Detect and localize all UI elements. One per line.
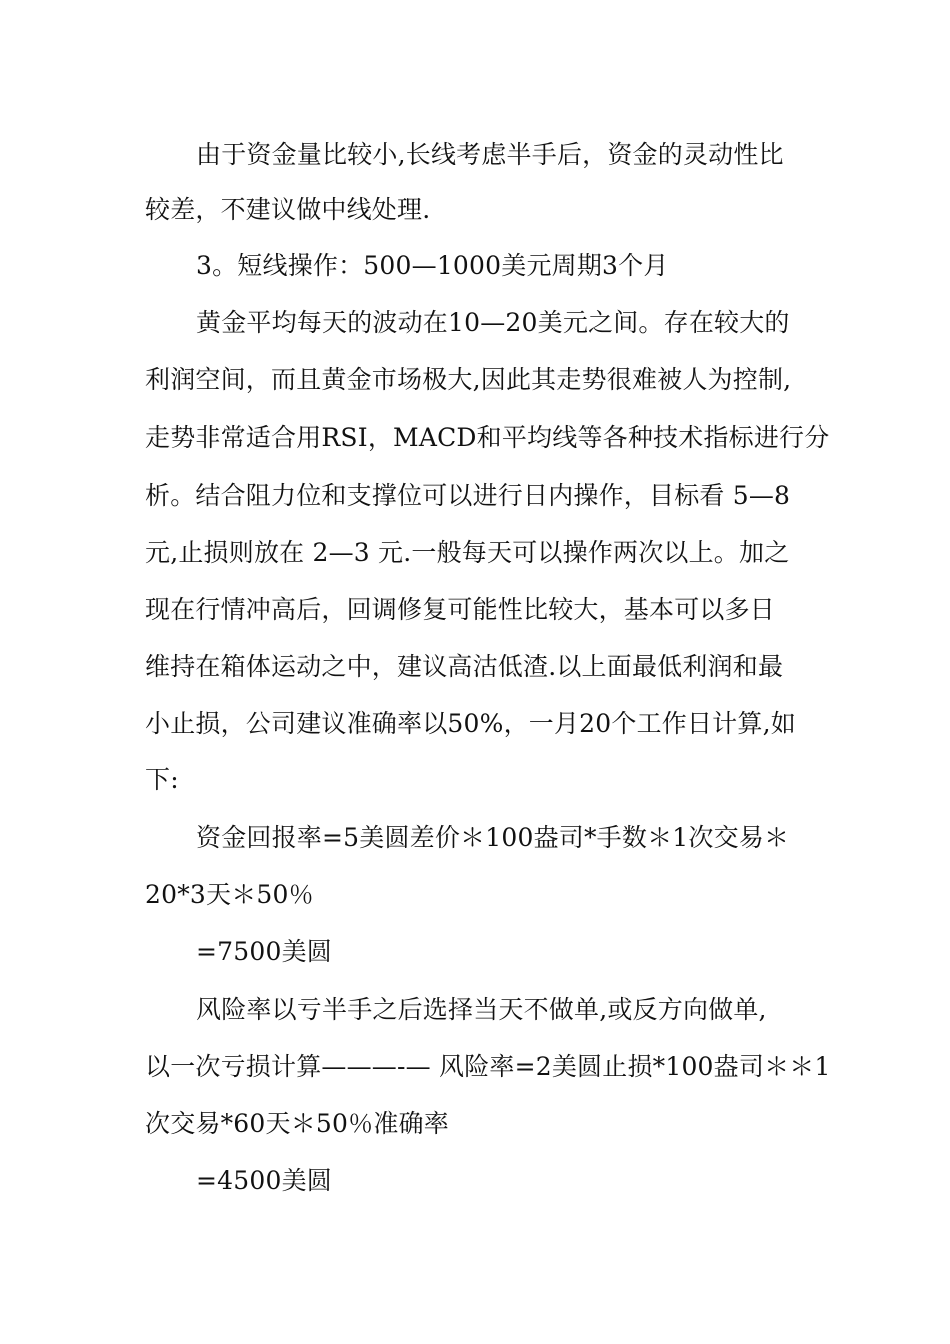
formula-return-result: =7500美圆 (196, 937, 332, 966)
paragraph-line-9: 现在行情冲高后，回调修复可能性比较大，基本可以多日 (145, 595, 776, 624)
paragraph-line-8: 元,止损则放在 2—3 元.一般每天可以操作两次以上。加之 (145, 538, 790, 567)
paragraph-line-5: 利润空间，而且黄金市场极大,因此其走势很难被人为控制, (145, 365, 792, 394)
section-heading-short-term: 3。短线操作：500—1000美元周期3个月 (196, 251, 669, 280)
paragraph-line-4: 黄金平均每天的波动在10—20美元之间。存在较大的 (196, 308, 790, 337)
paragraph-line-2: 较差，不建议做中线处理. (145, 195, 431, 224)
risk-paragraph-line-2: 以一次亏损计算———-— 风险率=2美圆止损*100盎司＊＊1 (145, 1052, 831, 1081)
risk-paragraph-line-3: 次交易*60天＊50％准确率 (145, 1109, 449, 1138)
paragraph-line-10: 维持在箱体运动之中，建议高沽低渣.以上面最低利润和最 (145, 652, 784, 681)
paragraph-line-12: 下: (145, 765, 179, 794)
paragraph-line-11: 小止损，公司建议准确率以50%，一月20个工作日计算,如 (145, 709, 796, 738)
formula-risk-result: =4500美圆 (196, 1166, 332, 1195)
paragraph-line-6: 走势非常适合用RSI，MACD和平均线等各种技术指标进行分 (145, 423, 830, 452)
formula-return-line-1: 资金回报率=5美圆差价＊100盎司*手数＊1次交易＊ (196, 823, 790, 852)
risk-paragraph-line-1: 风险率以亏半手之后选择当天不做单,或反方向做单, (196, 995, 767, 1024)
paragraph-line-1: 由于资金量比较小,长线考虑半手后，资金的灵动性比 (196, 140, 784, 169)
paragraph-line-7: 析。结合阻力位和支撑位可以进行日内操作，目标看 5—8 (145, 481, 791, 510)
formula-return-line-2: 20*3天＊50％ (145, 880, 314, 909)
